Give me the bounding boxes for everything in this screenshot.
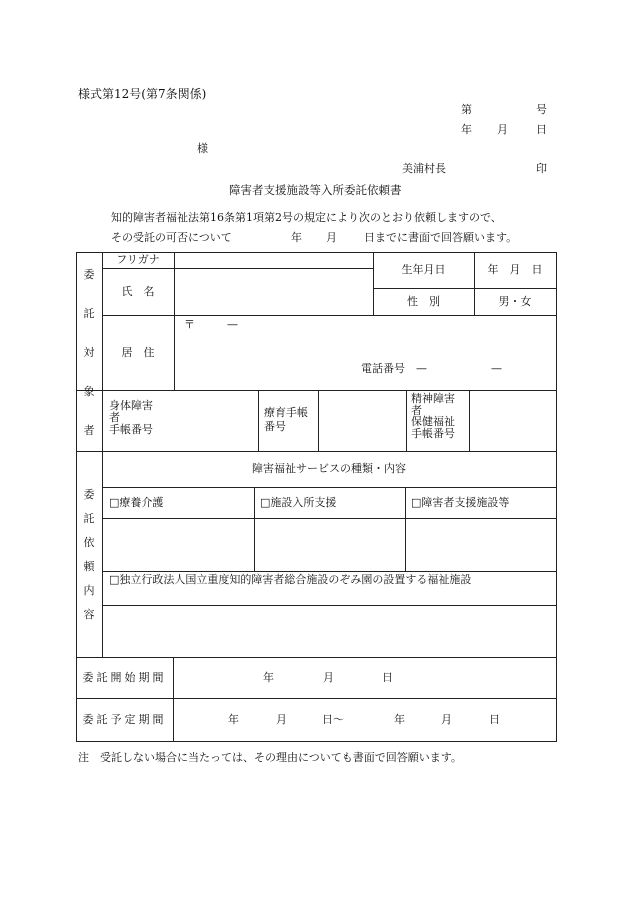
option-medical-care-checkbox[interactable]: □療養介護 [109,496,164,509]
start-period-label: 委託開始期間 [82,670,167,684]
rehabilitation-cert-field[interactable] [319,391,405,450]
name-label: 氏 名 [121,285,155,299]
request-side-char: 容 [83,608,95,621]
request-side-char: 頼 [83,560,95,573]
from-day: 日～ [322,713,344,726]
address-label: 居 住 [121,345,155,359]
planned-period-label: 委託予定期間 [82,712,167,726]
option-residential-support-checkbox[interactable]: □施設入所支援 [260,496,337,509]
postal-mark: 〒 [184,318,195,331]
cert-label-line: 者 [109,411,120,425]
subject-side-char: 象 [83,385,95,398]
cert-label-line: 精神障害 [411,392,455,405]
subject-side-label [76,266,102,438]
issuer: 美浦村長 [402,162,446,175]
seal-mark: 印 [536,162,547,175]
medical-care-detail-field[interactable] [103,519,253,570]
intro-line-1: 知的障害者福祉法第16条第1項第2号の規定により次のとおり依頼しますので、 [111,211,502,224]
footnote: 注 受託しない場合に当たっては、その理由についても書面で回答願います。 [78,751,462,764]
request-side-char: 依 [83,536,95,549]
address-field[interactable] [175,330,555,360]
start-day: 日 [382,671,393,684]
birthdate-label: 生年月日 [401,263,446,277]
intro-line-2-year: 年 [291,231,302,244]
mental-health-cert-label [411,393,455,440]
phone-label: 電話番号 [361,362,405,375]
subject-side-char: 者 [83,424,95,437]
date-year: 年 [461,123,472,136]
addressee-suffix: 様 [197,142,208,155]
number-prefix: 第 [461,103,472,116]
date-month: 月 [497,123,508,136]
number-suffix: 号 [536,103,547,116]
service-type-header: 障害福祉サービスの種類・内容 [252,462,406,476]
subject-side-char: 託 [83,307,95,320]
cert-label-line: 手帳番号 [411,426,455,440]
option-nozomi-facility-checkbox[interactable]: □独立行政法人国立重度知的障害者総合施設のぞみ園の設置する福祉施設 [109,573,472,586]
date-day: 日 [536,123,547,136]
from-month: 月 [276,713,287,726]
from-year: 年 [228,713,239,726]
rehabilitation-cert-label [264,406,308,434]
birthdate-value[interactable]: 年 月 日 [487,263,543,277]
cert-label-line: 身体障害 [109,399,153,412]
form-id: 様式第12号(第7条関係) [78,87,207,101]
to-day: 日 [489,713,500,726]
cert-label-line: 手帳番号 [109,423,153,437]
cert-label-line: 療育手帳 [264,406,308,419]
support-facility-detail-field[interactable] [406,519,555,570]
document-title: 障害者支援施設等入所委託依頼書 [229,183,402,197]
postal-dash: — [227,318,238,331]
phone-dash-2: — [491,362,502,375]
mental-health-cert-field[interactable] [470,391,555,450]
residential-support-detail-field[interactable] [255,519,404,570]
cert-label-line: 保健福祉 [411,415,455,429]
name-field[interactable] [175,269,372,314]
start-month: 月 [323,671,334,684]
phone-dash-1: — [416,362,427,375]
cert-label-line: 者 [411,403,422,417]
request-side-char: 内 [83,584,95,597]
to-year: 年 [394,713,405,726]
cert-label-line: 番号 [264,419,286,433]
intro-line-2-month: 月 [326,231,337,244]
subject-side-char: 対 [83,346,95,359]
option-support-facility-checkbox[interactable]: □障害者支援施設等 [411,496,510,509]
intro-line-2b: 日までに書面で回答願います。 [364,231,518,244]
furigana-field[interactable] [175,253,372,267]
request-side-char: 託 [83,512,95,525]
start-year: 年 [263,671,274,684]
furigana-label: フリガナ [116,253,160,267]
physical-disability-cert-field[interactable] [175,391,257,450]
physical-disability-cert-label [109,400,153,436]
to-month: 月 [441,713,452,726]
gender-label: 性 別 [407,294,440,308]
nozomi-facility-detail-field[interactable] [103,606,555,656]
gender-value[interactable]: 男・女 [498,294,532,308]
request-side-char: 委 [83,488,95,501]
request-side-label [76,486,102,622]
subject-side-char: 委 [83,268,95,281]
intro-line-2a: その受託の可否について [111,231,232,244]
